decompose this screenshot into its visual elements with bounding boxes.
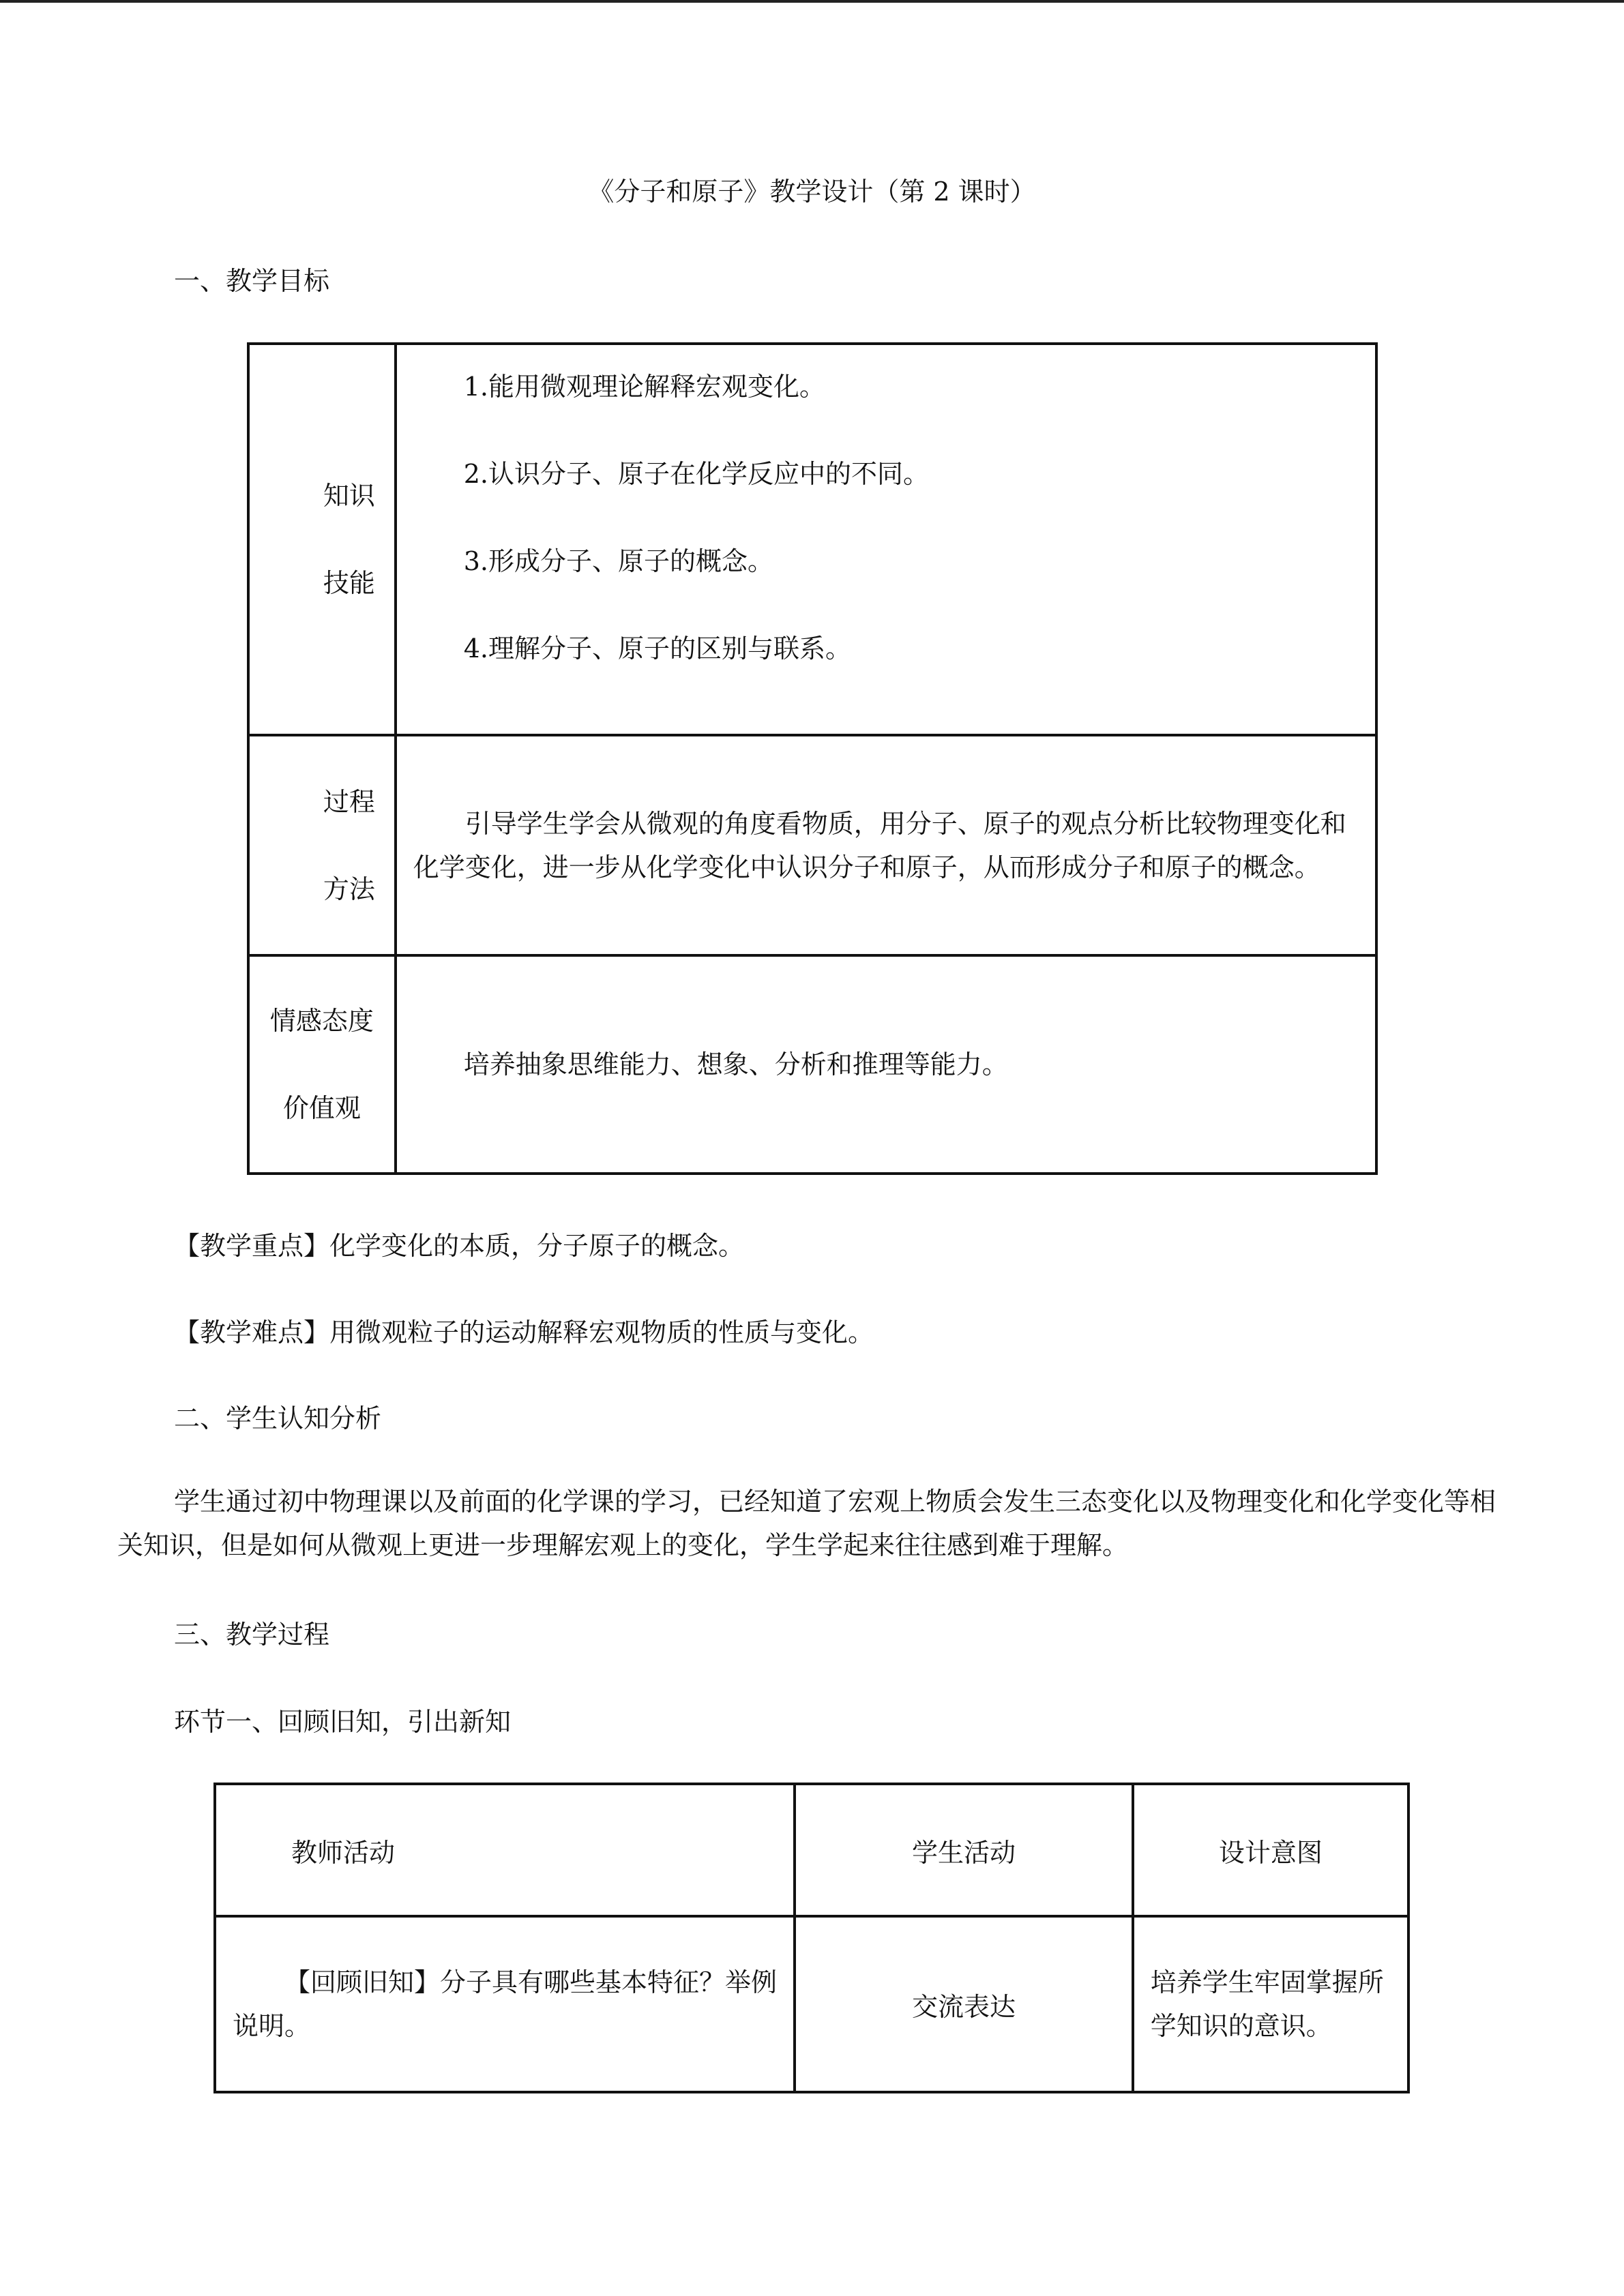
header-design-intent: 设计意图 xyxy=(1133,1784,1408,1916)
attitude-text: 培养抽象思维能力、想象、分析和推理等能力。 xyxy=(463,1049,1008,1079)
label-line: 情感态度 xyxy=(269,1006,374,1036)
knowledge-item: 1.能用微观理论解释宏观变化。 xyxy=(463,372,825,402)
table-header-row xyxy=(215,1784,1408,1916)
knowledge-items xyxy=(396,344,1376,735)
header-student-activity: 学生活动 xyxy=(795,1784,1133,1916)
teacher-activity-text: 【回顾旧知】分子具有哪些基本特征？举例说明。 xyxy=(233,1967,778,2041)
top-border-line xyxy=(0,0,1624,3)
design-intent-cell xyxy=(1133,1916,1408,2092)
knowledge-item: 3.形成分子、原子的概念。 xyxy=(463,546,773,576)
difficult-point: 【教学难点】用微观粒子的运动解释宏观物质的性质与变化。 xyxy=(174,1317,874,1347)
attitude-text-cell xyxy=(396,955,1376,1174)
student-activity-cell: 交流表达 xyxy=(795,1916,1133,2092)
teaching-process-table xyxy=(213,1783,1410,2093)
objectives-row-attitude xyxy=(248,955,1376,1174)
process-text: 引导学生学会从微观的角度看物质，用分子、原子的观点分析比较物理变化和化学变化，进一步从化学变化中认识分子和原子，从而形成分子和原子的概念。 xyxy=(413,808,1346,882)
row-label-process xyxy=(248,735,396,955)
table-row xyxy=(215,1916,1408,2092)
objectives-table xyxy=(247,342,1378,1175)
objectives-row-process xyxy=(248,735,1376,955)
label-line: 价值观 xyxy=(282,1093,361,1123)
label-line: 方法 xyxy=(323,874,375,904)
section-heading-cognition: 二、学生认知分析 xyxy=(174,1403,382,1433)
label-line: 技能 xyxy=(323,568,375,598)
cognition-paragraph: 学生通过初中物理课以及前面的化学课的学习，已经知道了宏观上物质会发生三态变化以及物理变化和化学变化等相关知识，但是如何从微观上更进一步理解宏观上的变化，学生学起来往往感到难于理解。 xyxy=(117,1487,1496,1560)
row-label-attitude xyxy=(248,955,396,1174)
design-intent-text: 培养学生牢固掌握所学知识的意识。 xyxy=(1150,1967,1384,2041)
knowledge-item: 4.理解分子、原子的区别与联系。 xyxy=(463,633,851,664)
objectives-row-knowledge xyxy=(248,344,1376,735)
key-point: 【教学重点】化学变化的本质，分子原子的概念。 xyxy=(174,1231,745,1261)
section-heading-objectives: 一、教学目标 xyxy=(174,266,330,296)
process-text-cell xyxy=(396,735,1376,955)
section-heading-process: 三、教学过程 xyxy=(174,1620,330,1650)
teacher-activity-cell xyxy=(215,1916,795,2092)
label-line: 知识 xyxy=(323,481,375,511)
stage-heading: 环节一、回顾旧知，引出新知 xyxy=(174,1707,512,1737)
page-title: 《分子和原子》教学设计（第 2 课时） xyxy=(588,177,1036,207)
row-label-knowledge xyxy=(248,344,396,735)
header-teacher-activity: 教师活动 xyxy=(215,1784,795,1916)
knowledge-item: 2.认识分子、原子在化学反应中的不同。 xyxy=(463,459,929,489)
label-line: 过程 xyxy=(323,786,375,817)
